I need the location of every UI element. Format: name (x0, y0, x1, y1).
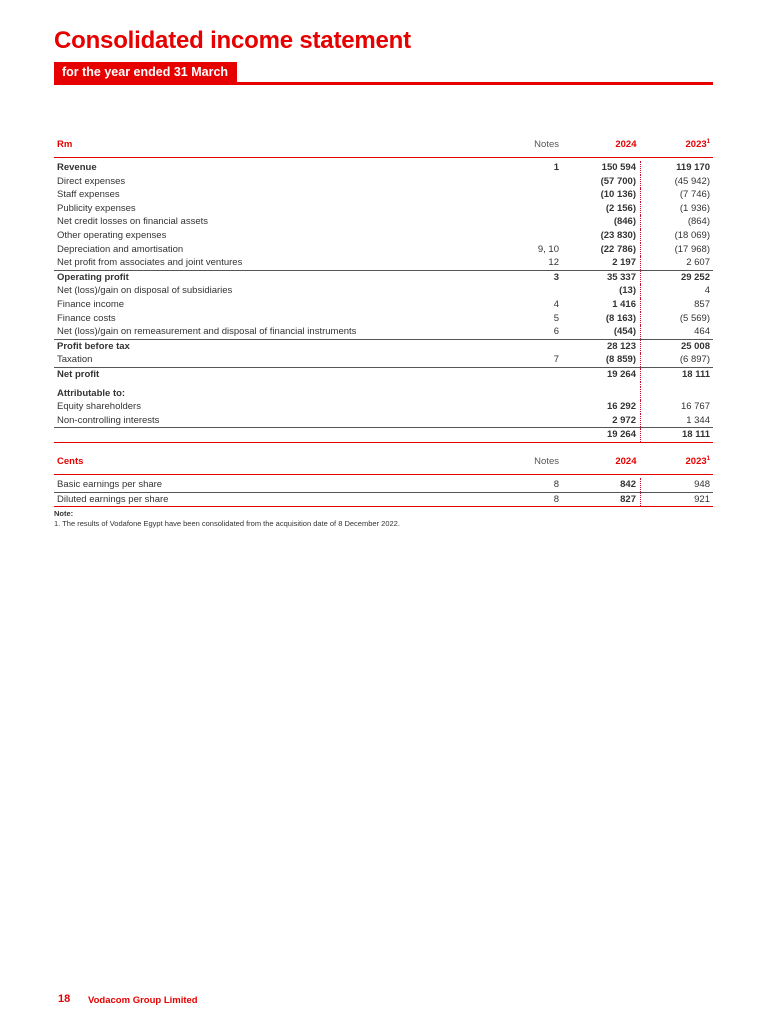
row-prior-value: (17 968) (674, 243, 710, 255)
row-notes: 12 (548, 257, 559, 269)
row-current-value: 827 (567, 492, 641, 507)
note-text: 1. The results of Vodafone Egypt have been consolidated from the acquisition date of 8 December 2022. (54, 519, 400, 528)
row-current-value: (23 830) (567, 229, 641, 243)
row-current-value: (57 700) (567, 175, 641, 189)
row-label: Equity shareholders (57, 401, 141, 413)
row-current-value: 19 264 (567, 367, 641, 381)
row-prior-value: (45 942) (674, 175, 710, 187)
row-current-value: 2 972 (567, 414, 641, 428)
row-notes: 8 (553, 479, 559, 490)
table-row (54, 367, 713, 381)
prior-year-header (641, 456, 714, 475)
row-notes (486, 367, 567, 381)
row-current-value: 2 197 (567, 256, 641, 270)
row-prior-value: 921 (641, 492, 714, 507)
table-row (54, 492, 713, 507)
page-subtitle: for the year ended 31 March (54, 62, 237, 83)
row-prior-value: (864) (687, 216, 710, 228)
table-row (54, 175, 713, 189)
row-notes (486, 428, 567, 443)
row-current-value: (10 136) (567, 188, 641, 202)
footnote-ref: 1 (706, 455, 710, 462)
row-notes (486, 414, 567, 428)
row-label: Finance costs (57, 312, 116, 324)
row-label: Net profit from associates and joint ventures (57, 257, 243, 269)
table-row (54, 312, 713, 326)
row-prior-value: 119 170 (676, 162, 710, 173)
row-label: Net credit losses on financial assets (57, 216, 209, 228)
table-row (54, 387, 713, 401)
row-current-value (567, 387, 641, 401)
row-notes: 5 (553, 312, 559, 324)
page-title: Consolidated income statement (54, 27, 411, 54)
row-prior-value: (5 569) (679, 312, 710, 324)
table-row (54, 478, 713, 492)
notes-header: Notes (486, 139, 567, 158)
row-label: Attributable to: (57, 387, 126, 399)
row-notes (486, 215, 567, 229)
row-notes (486, 339, 567, 353)
note-title: Note: (54, 509, 74, 518)
row-current-value: 1 416 (567, 298, 641, 312)
row-prior-value: 464 (694, 326, 710, 338)
row-label: Profit before tax (54, 339, 486, 353)
row-current-value: (13) (567, 284, 641, 298)
current-year-header: 2024 (567, 456, 641, 475)
row-label: Staff expenses (57, 189, 120, 201)
table-row (54, 428, 713, 443)
row-prior-value: 29 252 (641, 270, 714, 284)
row-current-value: 19 264 (567, 428, 641, 443)
row-notes: 8 (486, 492, 567, 507)
title-rule (54, 82, 713, 85)
table-row (54, 284, 713, 298)
row-current-value: (846) (567, 215, 641, 229)
table-row (54, 229, 713, 243)
table-row (54, 339, 713, 353)
unit-header: Rm (54, 139, 486, 158)
row-prior-value: 1 344 (686, 414, 710, 426)
row-label: Depreciation and amortisation (57, 243, 184, 255)
row-notes: 6 (553, 326, 559, 338)
row-label: Other operating expenses (57, 229, 167, 241)
row-current-value: (2 156) (567, 202, 641, 216)
row-prior-value: (18 069) (674, 229, 710, 241)
page-number: 18 (58, 993, 71, 1005)
row-prior-value: 2 607 (686, 257, 710, 269)
row-notes: 1 (553, 162, 559, 173)
table-row (54, 188, 713, 202)
row-notes (486, 188, 567, 202)
row-label: Operating profit (54, 270, 486, 284)
row-label: Non-controlling interests (57, 414, 160, 426)
row-prior-value (641, 387, 714, 401)
row-notes (486, 387, 567, 401)
income-statement-table (54, 139, 713, 443)
table-row (54, 202, 713, 216)
row-label: Taxation (57, 354, 93, 366)
row-prior-value: 4 (704, 285, 710, 297)
earnings-per-share-table (54, 456, 713, 507)
eps-table-header (54, 456, 713, 475)
row-current-value: 150 594 (567, 161, 641, 175)
row-label: Basic earnings per share (57, 479, 163, 490)
row-prior-value: 18 111 (641, 428, 714, 443)
row-prior-value: 25 008 (641, 339, 714, 353)
row-label: Direct expenses (57, 175, 126, 187)
prior-year-label: 2023 (685, 456, 707, 467)
row-current-value: (22 786) (567, 243, 641, 257)
table-row (54, 400, 713, 414)
row-notes (486, 400, 567, 414)
row-prior-value: 948 (694, 479, 710, 490)
table-row (54, 161, 713, 175)
table-row (54, 414, 713, 428)
row-label: Revenue (57, 162, 97, 173)
row-prior-value: 857 (694, 298, 710, 310)
table-row (54, 298, 713, 312)
row-notes: 4 (553, 298, 559, 310)
row-notes (486, 202, 567, 216)
row-label: Diluted earnings per share (54, 492, 486, 507)
row-current-value: (454) (567, 325, 641, 339)
row-label (54, 428, 486, 443)
row-current-value: (8 163) (567, 312, 641, 326)
row-prior-value: (6 897) (679, 354, 710, 366)
prior-year-header (641, 139, 714, 158)
table-row (54, 215, 713, 229)
table-row (54, 243, 713, 257)
row-current-value: 16 292 (567, 400, 641, 414)
row-notes (486, 175, 567, 189)
notes-header: Notes (486, 456, 567, 475)
row-current-value: (8 859) (567, 353, 641, 367)
row-label: Net (loss)/gain on disposal of subsidiaries (57, 285, 233, 297)
row-notes (486, 284, 567, 298)
row-prior-value: 18 111 (641, 367, 714, 381)
footer-company: Vodacom Group Limited (88, 995, 198, 1006)
row-current-value: 35 337 (567, 270, 641, 284)
prior-year-label: 2023 (685, 139, 707, 150)
unit-header: Cents (54, 456, 486, 475)
row-notes (486, 229, 567, 243)
current-year-header: 2024 (567, 139, 641, 158)
row-label: Publicity expenses (57, 202, 136, 214)
row-label: Net (loss)/gain on remeasurement and disposal of financial instruments (57, 326, 357, 338)
row-notes: 9, 10 (537, 243, 559, 255)
row-prior-value: 16 767 (680, 401, 710, 413)
row-current-value: 28 123 (567, 339, 641, 353)
row-notes: 3 (486, 270, 567, 284)
footnote-ref: 1 (706, 138, 710, 145)
table-row (54, 270, 713, 284)
table-row (54, 256, 713, 270)
table-row (54, 353, 713, 367)
table-row (54, 325, 713, 339)
income-table-header (54, 139, 713, 158)
row-notes: 7 (553, 354, 559, 366)
row-label: Net profit (54, 367, 486, 381)
row-prior-value: (7 746) (679, 189, 710, 201)
row-current-value: 842 (567, 478, 641, 492)
row-prior-value: (1 936) (679, 202, 710, 214)
row-label: Finance income (57, 298, 125, 310)
